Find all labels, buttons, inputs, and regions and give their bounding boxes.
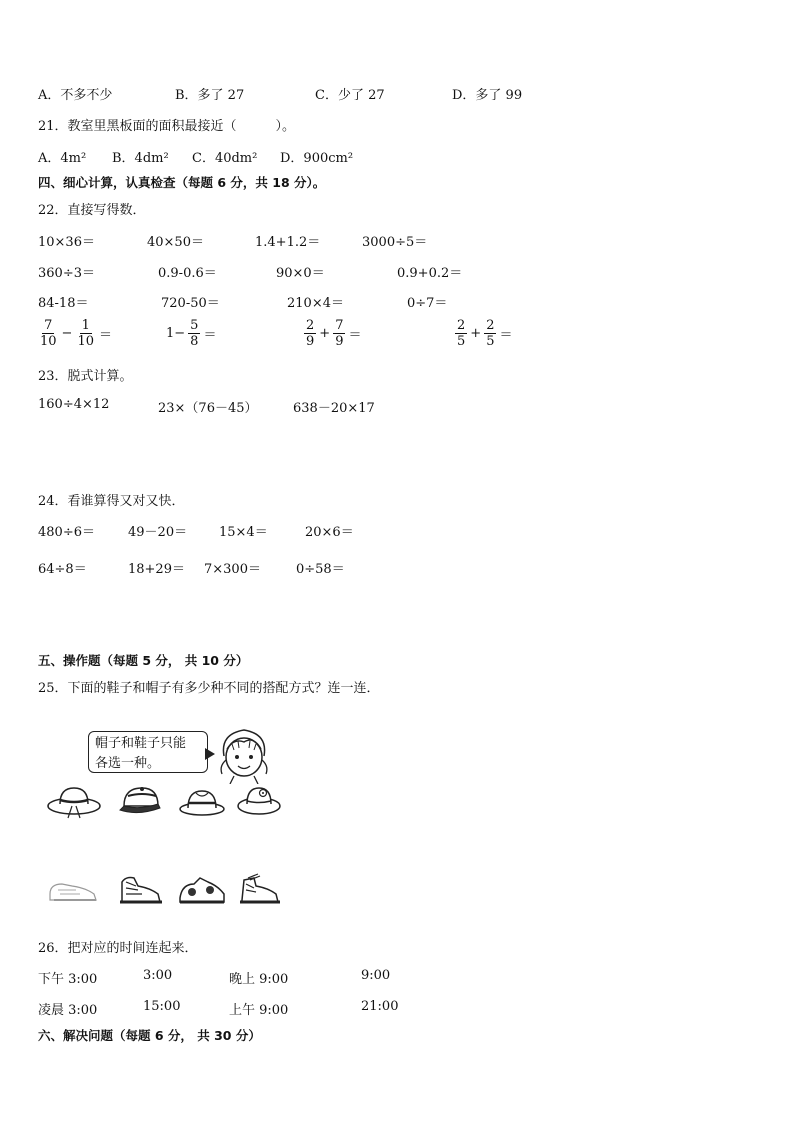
shoe-3-icon [176, 872, 228, 908]
q26-r1-c4: 9:00 [361, 968, 391, 983]
q22-fraction-expr-2: 1− $\frac{5}{8}$ ＝ [166, 318, 217, 349]
q22-r2-c4: 0.9+0.2＝ [397, 266, 463, 281]
q22-r1-c1: 10×36＝ [38, 235, 95, 250]
shoe-2-icon [116, 872, 166, 908]
q24-r1-c1: 480÷6＝ [38, 525, 95, 540]
q24-r1-c2: 49－20＝ [128, 525, 188, 540]
q21-option-c: C．40dm² [192, 151, 258, 166]
q26-r1-c1: 下午 3:00 [38, 972, 98, 987]
q26-r1-c3: 晚上 9:00 [229, 972, 289, 987]
q22-r1-c3: 1.4+1.2＝ [255, 235, 321, 250]
q21-option-d: D．900cm² [280, 151, 354, 166]
q22-fraction-expr-4: $\frac{2}{5}$ + $\frac{2}{5}$ ＝ [457, 318, 513, 349]
q22-r2-c3: 90×0＝ [276, 266, 325, 281]
q24-r2-c2: 18+29＝ [128, 562, 185, 577]
q24-stem: 24．看谁算得又对又快． [38, 494, 185, 509]
q24-r2-c4: 0÷58＝ [296, 562, 345, 577]
hat-2-icon [118, 784, 162, 820]
fraction: $\frac{7}{9}$ [335, 318, 344, 349]
section6-title: 六、解决问题（每题 6 分， 共 30 分） [38, 1028, 261, 1043]
shoe-4-icon [236, 872, 282, 908]
hat-1-icon [46, 782, 102, 822]
fraction: $\frac{1}{10}$ [77, 318, 94, 349]
q24-r1-c4: 20×6＝ [305, 525, 354, 540]
q22-fraction-expr-1: $\frac{7}{10}$ − $\frac{1}{10}$ ＝ [40, 318, 113, 349]
q22-r1-c2: 40×50＝ [147, 235, 204, 250]
q20-option-d: D．多了 99 [452, 88, 523, 103]
q26-r2-c4: 21:00 [361, 999, 399, 1014]
fraction: $\frac{2}{9}$ [306, 318, 315, 349]
q20-option-a: A．不多不少 [38, 88, 113, 103]
q23-item-3: 638－20×17 [293, 401, 375, 416]
section5-title: 五、操作题（每题 5 分， 共 10 分） [38, 653, 249, 668]
girl-icon [214, 724, 274, 784]
q23-item-1: 160÷4×12 [38, 397, 110, 412]
q26-r1-c2: 3:00 [143, 968, 173, 983]
q23-stem: 23．脱式计算。 [38, 369, 133, 384]
q22-r3-c2: 720-50＝ [161, 296, 220, 311]
q22-r1-c4: 3000÷5＝ [362, 235, 428, 250]
q24-r2-c1: 64÷8＝ [38, 562, 87, 577]
q22-fraction-expr-3: $\frac{2}{9}$ + $\frac{7}{9}$ ＝ [306, 318, 362, 349]
q22-stem: 22．直接写得数． [38, 203, 146, 218]
q20-option-b: B．多了 27 [175, 88, 245, 103]
fraction: $\frac{7}{10}$ [40, 318, 57, 349]
q26-stem: 26．把对应的时间连起来． [38, 941, 198, 956]
q21-stem: 21．教室里黑板面的面积最接近（ ）。 [38, 119, 296, 134]
q24-r1-c3: 15×4＝ [219, 525, 268, 540]
q26-r2-c1: 凌晨 3:00 [38, 1003, 98, 1018]
section4-title: 四、细心计算，认真检查（每题 6 分，共 18 分）。 [38, 175, 326, 190]
fraction: $\frac{5}{8}$ [190, 318, 199, 349]
bubble-line-2: 各选一种。 [95, 756, 161, 771]
q22-r3-c3: 210×4＝ [287, 296, 344, 311]
shoe-1-icon [46, 876, 102, 906]
q21-option-b: B．4dm² [112, 151, 169, 166]
q20-option-c: C．少了 27 [315, 88, 385, 103]
q22-r3-c4: 0÷7＝ [407, 296, 448, 311]
hat-3-icon [178, 787, 226, 819]
q23-item-2: 23×（76－45） [158, 401, 258, 416]
q25-stem: 25．下面的鞋子和帽子有多少种不同的搭配方式？连一连． [38, 681, 380, 696]
hat-4-icon [236, 784, 282, 820]
q22-r2-c2: 0.9-0.6＝ [158, 266, 217, 281]
q21-option-a: A．4m² [38, 151, 87, 166]
speech-bubble [88, 731, 208, 773]
bubble-line-1: 帽子和鞋子只能 [95, 736, 187, 751]
fraction: $\frac{2}{5}$ [486, 318, 495, 349]
q26-r2-c3: 上午 9:00 [229, 1003, 289, 1018]
q24-r2-c3: 7×300＝ [204, 562, 261, 577]
q22-r2-c1: 360÷3＝ [38, 266, 95, 281]
fraction: $\frac{2}{5}$ [457, 318, 466, 349]
q26-r2-c2: 15:00 [143, 999, 181, 1014]
q22-r3-c1: 84-18＝ [38, 296, 89, 311]
